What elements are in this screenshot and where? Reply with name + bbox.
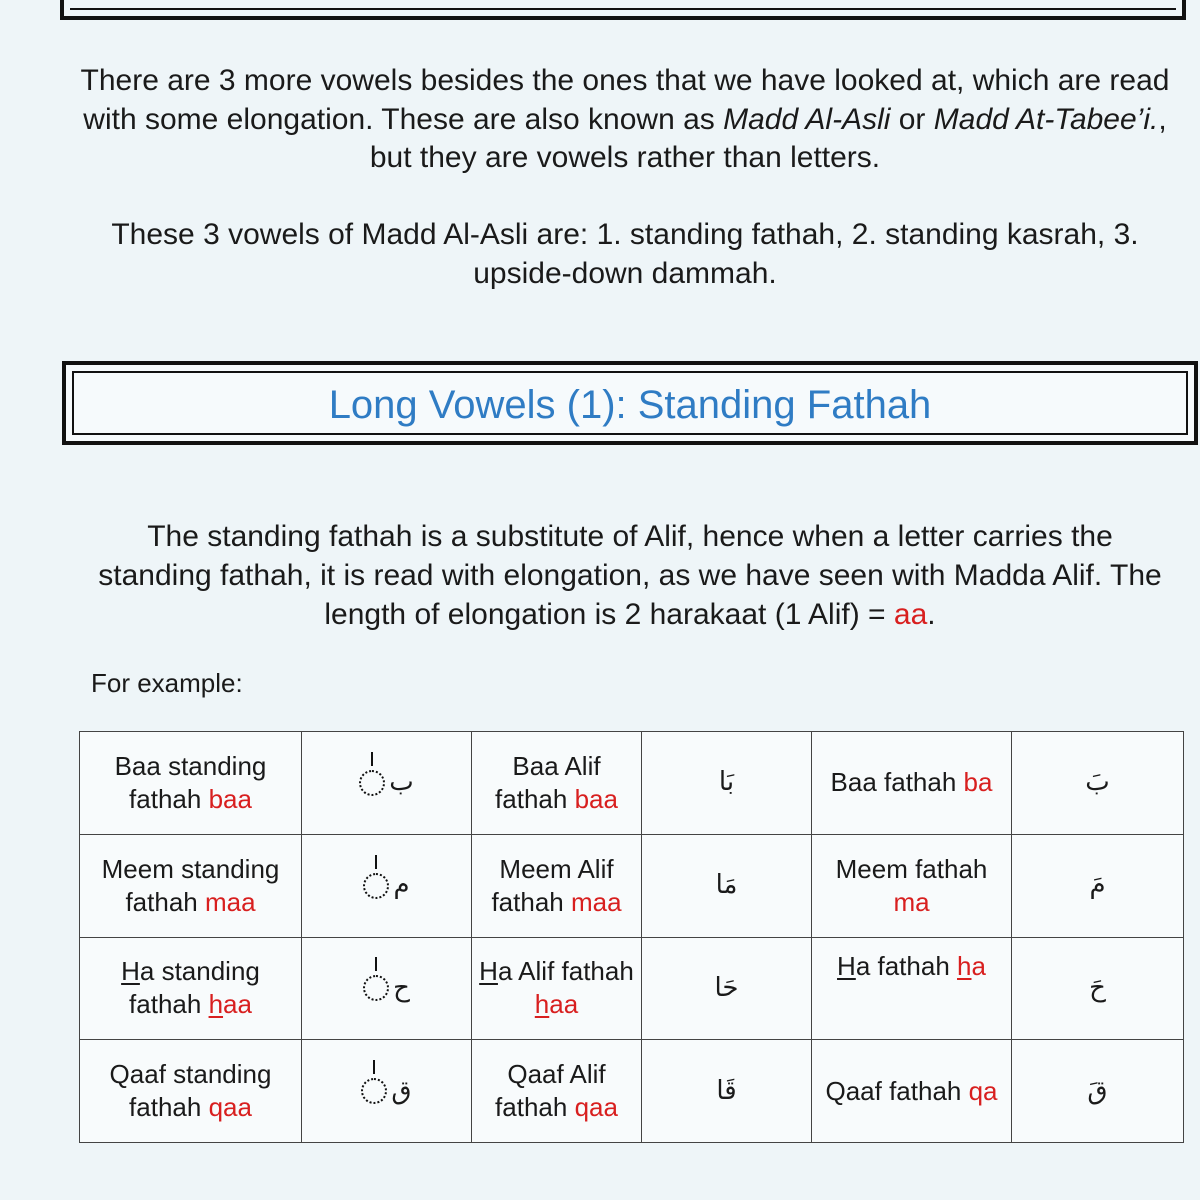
section-heading-box <box>62 361 1198 445</box>
standing-fathah-glyph: ح <box>302 937 472 1040</box>
aa-highlight: aa <box>893 598 928 631</box>
table-row <box>80 1040 1184 1143</box>
fathah-desc: Meem fathah ma <box>812 834 1012 937</box>
fathah-desc: Ha fathah ha <box>812 937 1012 1040</box>
standing-fathah-desc: Qaaf standing fathah qaa <box>80 1040 302 1143</box>
dotted-circle-icon <box>359 770 385 796</box>
alif-fathah-desc: Qaaf Alif fathah qaa <box>472 1040 642 1143</box>
madd-at-tabeei-term: Madd At-Tabee’i. <box>933 102 1159 136</box>
alif-fathah-glyph: قَا <box>642 1040 812 1143</box>
fathah-desc: Qaaf fathah qa <box>812 1040 1012 1143</box>
alif-fathah-desc: Ha Alif fathah haa <box>472 937 642 1040</box>
for-example-label: For example: <box>91 668 243 698</box>
vowel-list-paragraph: These 3 vowels of Madd Al-Asli are: 1. standing fathah, 2. standing kasrah, 3. upside-down dammah. <box>111 218 1139 290</box>
alif-fathah-glyph: حَا <box>642 937 812 1040</box>
fathah-desc: Baa fathah ba <box>812 732 1012 835</box>
alif-fathah-desc: Meem Alif fathah maa <box>472 834 642 937</box>
alif-fathah-desc: Baa Alif fathah baa <box>472 732 642 835</box>
table-row <box>80 732 1184 835</box>
standing-fathah-desc: Meem standing fathah maa <box>80 834 302 937</box>
fathah-glyph: بَ <box>1012 732 1184 835</box>
fathah-glyph: حَ <box>1012 937 1184 1040</box>
vowel-examples-table <box>79 731 1184 1143</box>
madd-al-asli-term: Madd Al-Asli <box>723 102 891 136</box>
standing-fathah-glyph: ب <box>302 732 472 835</box>
intro-paragraph: There are 3 more vowels besides the ones that we have looked at, which are read with some elongation. These are also known as Madd Al-Asli or Madd At-Tabee’i., but they are vowels rather than letters. <box>80 64 1170 174</box>
standing-fathah-desc: Baa standing fathah baa <box>80 732 302 835</box>
dotted-circle-icon <box>363 975 389 1001</box>
alif-fathah-glyph: بَا <box>642 732 812 835</box>
alif-fathah-glyph: مَا <box>642 834 812 937</box>
table-row <box>80 834 1184 937</box>
standing-fathah-glyph: ق <box>302 1040 472 1143</box>
standing-fathah-glyph: م <box>302 834 472 937</box>
table-row <box>80 937 1184 1040</box>
fathah-glyph: مَ <box>1012 834 1184 937</box>
standing-fathah-desc: Ha standing fathah haa <box>80 937 302 1040</box>
section-heading: Long Vowels (1): Standing Fathah <box>328 383 932 427</box>
dotted-circle-icon <box>363 873 389 899</box>
dotted-circle-icon <box>361 1078 387 1104</box>
explanation-paragraph: The standing fathah is a substitute of Alif, hence when a letter carries the standing fathah, it is read with elongation, as we have seen with Madda Alif. The length of elongation is 2 harakaat (1 Alif) = aa. <box>98 520 1162 631</box>
fathah-glyph: قَ <box>1012 1040 1184 1143</box>
top-frame <box>60 0 1186 20</box>
